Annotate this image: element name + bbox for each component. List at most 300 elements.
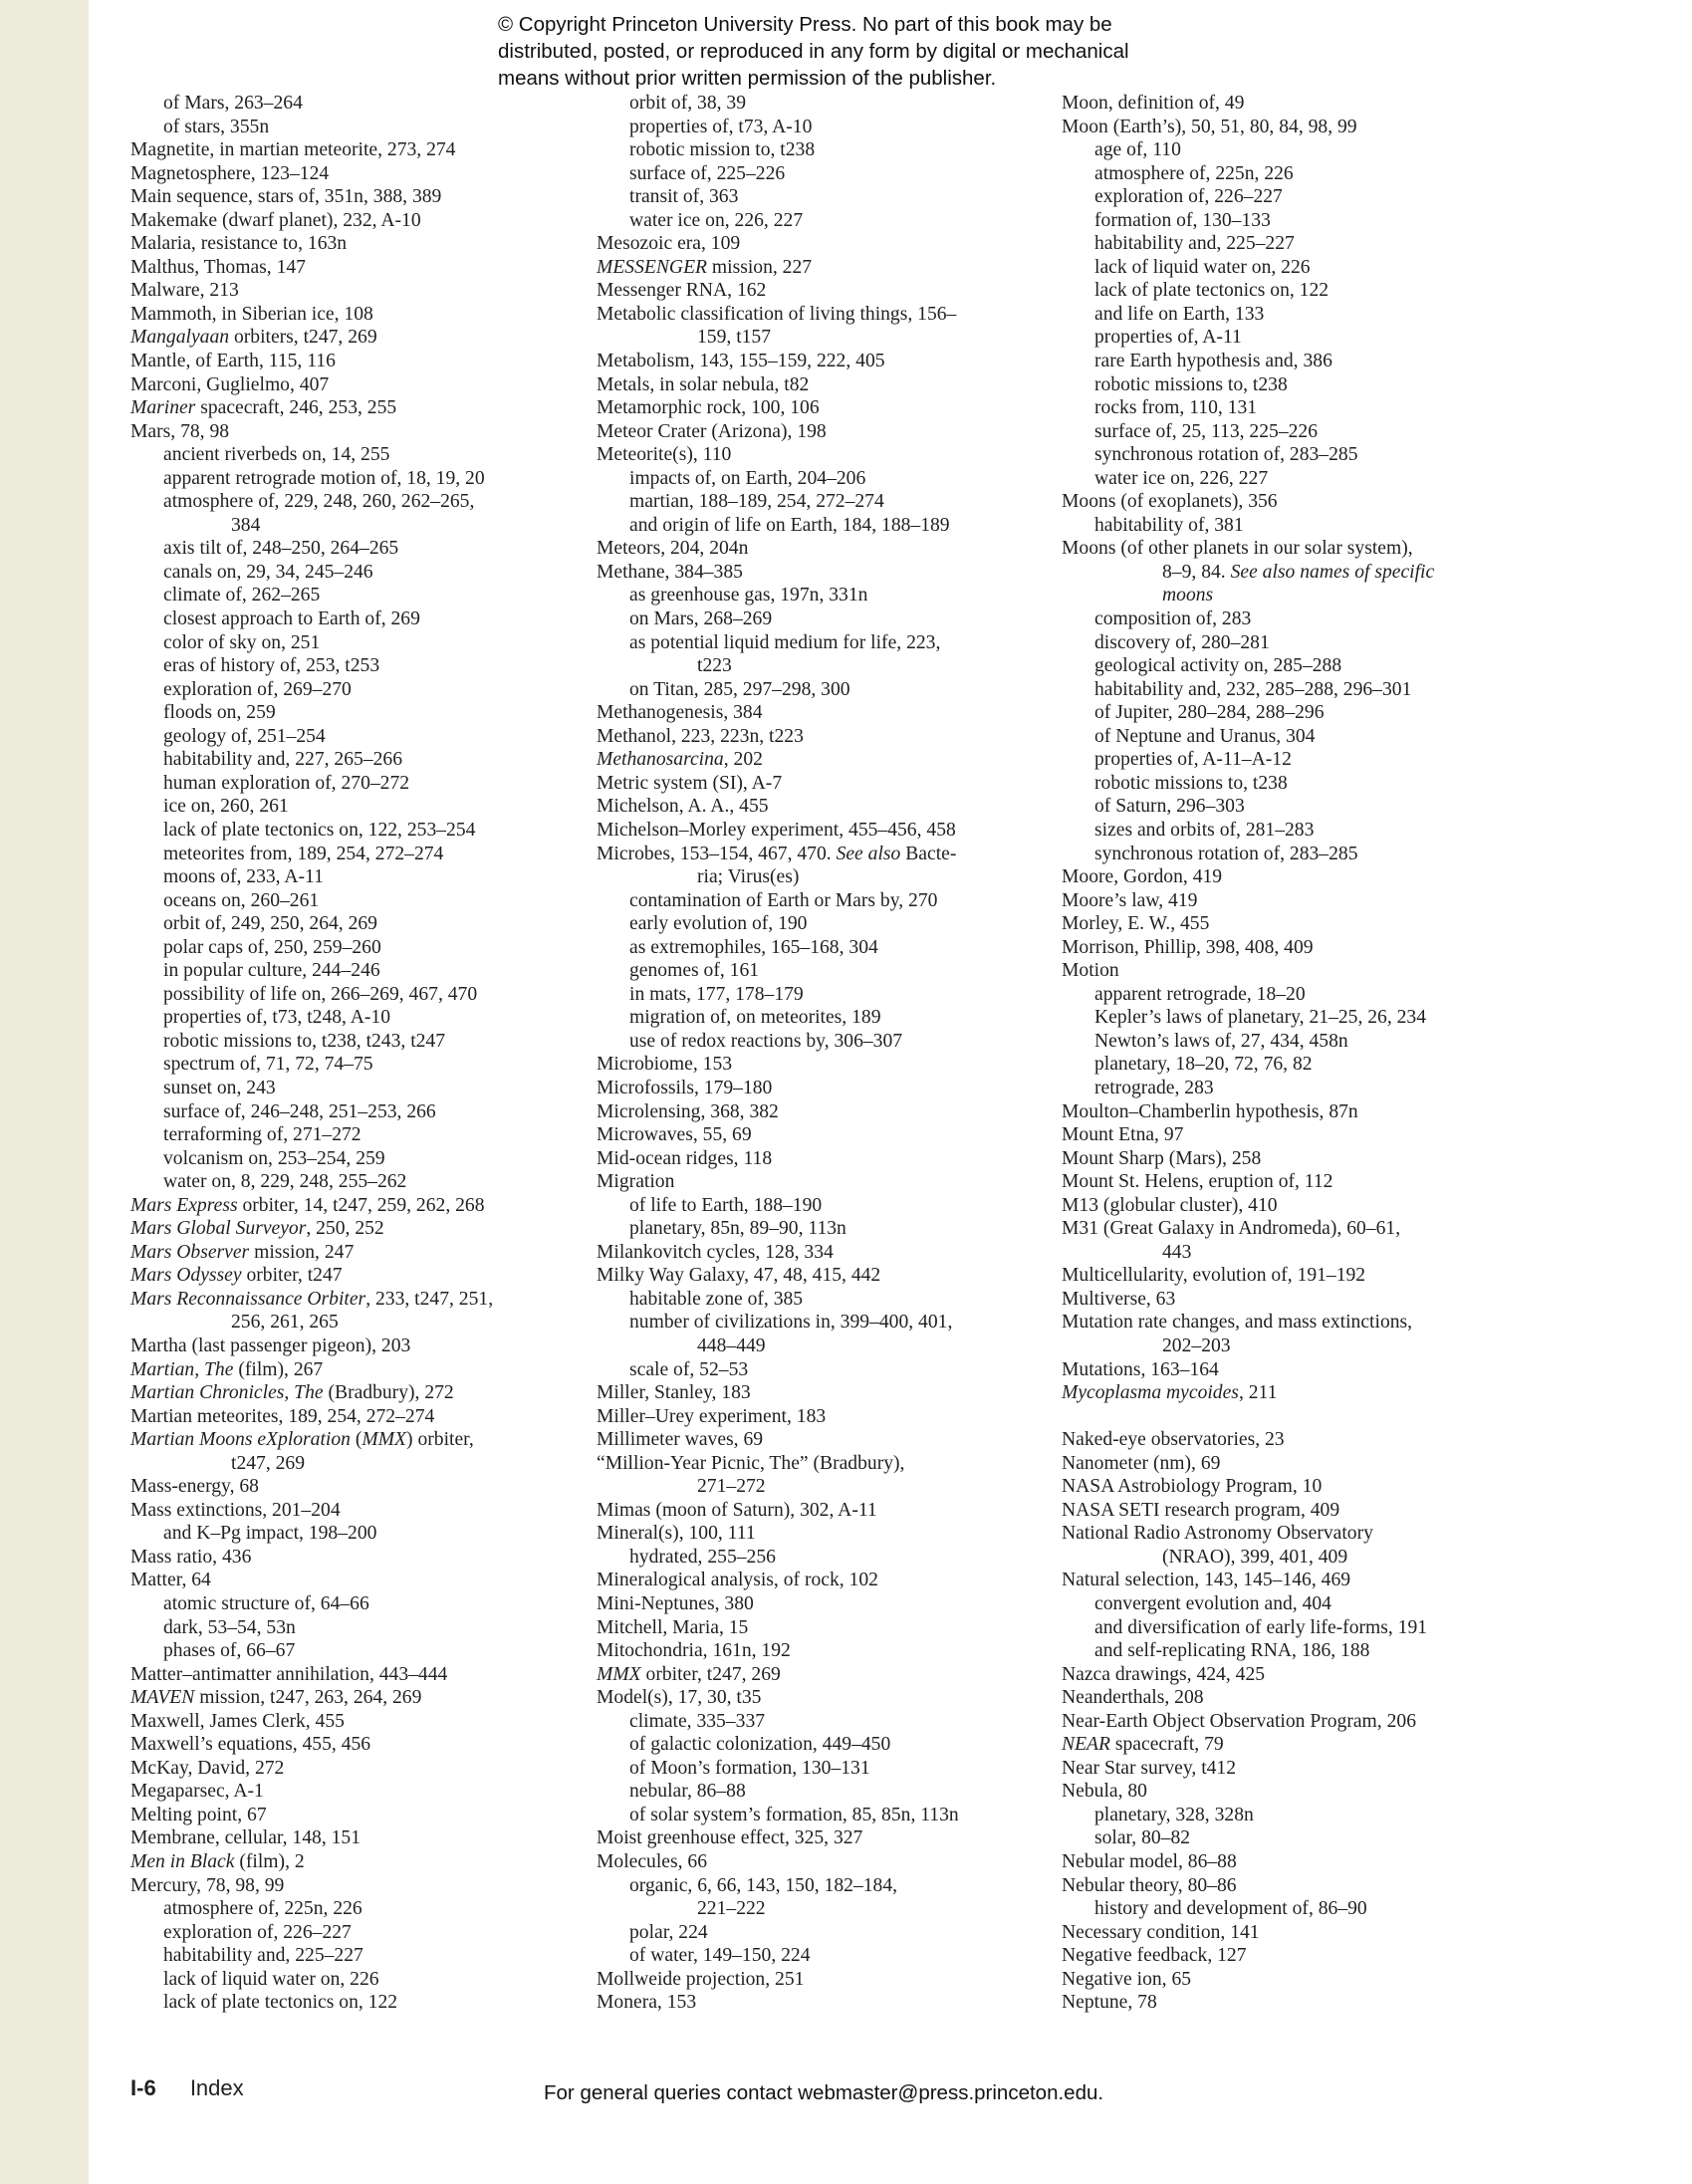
entry-text: moons of, 233, A-11 — [163, 866, 324, 888]
entry-text: Maxwell’s equations, 455, 456 — [130, 1734, 371, 1756]
index-subentry — [1062, 1826, 1530, 1850]
index-entry — [597, 1147, 1065, 1171]
entry-text: convergent evolution and, 404 — [1094, 1593, 1331, 1614]
entry-text: orbiters, t247, 269 — [229, 327, 377, 349]
index-entry — [597, 843, 1065, 866]
index-subentry — [130, 819, 599, 843]
index-subentry — [597, 1030, 1065, 1054]
index-entry — [1062, 537, 1530, 561]
entry-text: floods on, 259 — [163, 702, 276, 724]
index-entry — [1062, 1452, 1530, 1476]
entry-text: Marconi, Guglielmo, 407 — [130, 373, 330, 395]
index-continuation — [597, 865, 1065, 889]
entry-text: in popular culture, 244–246 — [163, 960, 380, 982]
index-entry — [597, 1123, 1065, 1147]
entry-text: Migration — [597, 1171, 675, 1193]
entry-text: of Moon’s formation, 130–131 — [629, 1757, 870, 1779]
entry-text: Multicellularity, evolution of, 191–192 — [1062, 1265, 1366, 1287]
index-entry — [597, 1100, 1065, 1124]
entry-text: Maxwell, James Clerk, 455 — [130, 1710, 345, 1732]
italic-title: MAVEN — [130, 1687, 195, 1709]
italic-title: Mars Odyssey — [130, 1265, 242, 1287]
italic-title: Mariner — [130, 397, 196, 419]
index-subentry — [130, 116, 599, 139]
index-entry — [130, 1733, 599, 1757]
italic-title: MMX — [597, 1663, 641, 1685]
index-entry — [597, 1241, 1065, 1265]
entry-text: of stars, 355n — [163, 116, 270, 137]
entry-text: water on, 8, 229, 248, 255–262 — [163, 1171, 407, 1193]
entry-text: discovery of, 280–281 — [1094, 631, 1270, 653]
entry-text: mission, t247, 263, 264, 269 — [194, 1687, 422, 1709]
entry-text: , 250, 252 — [306, 1218, 384, 1240]
index-subentry — [597, 514, 1065, 538]
entry-text: Monera, 153 — [597, 1992, 697, 2014]
index-subentry — [597, 1710, 1065, 1734]
index-entry — [1062, 1288, 1530, 1312]
entry-text: and self-replicating RNA, 186, 188 — [1094, 1640, 1370, 1662]
entry-text: t247, 269 — [231, 1452, 306, 1474]
entry-text: McKay, David, 272 — [130, 1757, 285, 1779]
index-entry — [130, 1710, 599, 1734]
entry-text: impacts of, on Earth, 204–206 — [629, 467, 866, 489]
index-subentry — [130, 1921, 599, 1945]
index-subentry — [1062, 467, 1530, 491]
index-entry — [130, 350, 599, 373]
entry-text: Mollweide projection, 251 — [597, 1968, 805, 1990]
index-column-1 — [130, 92, 599, 2015]
entry-text: properties of, A-11–A-12 — [1094, 749, 1292, 771]
index-subentry — [1062, 185, 1530, 209]
index-entry — [597, 1452, 1065, 1476]
entry-text: lack of plate tectonics on, 122 — [1094, 280, 1329, 302]
entry-text: Near Star survey, t412 — [1062, 1757, 1237, 1779]
italic-title: Martian Chronicles, The — [130, 1382, 324, 1404]
entry-text: synchronous rotation of, 283–285 — [1094, 843, 1358, 864]
entry-text: Bacte- — [900, 843, 957, 864]
entry-text: Moons (of other planets in our solar system), — [1062, 538, 1413, 560]
index-subentry — [597, 1804, 1065, 1827]
entry-text: of Saturn, 296–303 — [1094, 796, 1245, 818]
index-continuation — [1062, 1335, 1530, 1358]
index-entry — [130, 1217, 599, 1241]
entry-text: robotic missions to, t238, t243, t247 — [163, 1030, 446, 1052]
entry-text: Miller–Urey experiment, 183 — [597, 1405, 827, 1427]
page-folio — [130, 2075, 244, 2101]
entry-text: orbit of, 38, 39 — [629, 93, 747, 114]
index-entry — [597, 1053, 1065, 1077]
index-subentry — [130, 1006, 599, 1030]
entry-text: M31 (Great Galaxy in Andromeda), 60–61, — [1062, 1218, 1401, 1240]
index-entry — [130, 1405, 599, 1429]
index-subentry — [130, 92, 599, 116]
entry-text: surface of, 225–226 — [629, 162, 786, 184]
index-subentry — [1062, 420, 1530, 444]
entry-text: Neanderthals, 208 — [1062, 1687, 1204, 1709]
entry-text: on Mars, 268–269 — [629, 608, 773, 630]
italic-title: Mars Reconnaissance Orbiter — [130, 1288, 366, 1310]
index-entry — [130, 209, 599, 233]
index-subentry — [130, 537, 599, 561]
entry-text: Metabolic classification of living things, 156– — [597, 303, 957, 325]
entry-text: atmosphere of, 229, 248, 260, 262–265, — [163, 491, 475, 513]
index-subentry — [597, 116, 1065, 139]
entry-text: Metric system (SI), A-7 — [597, 772, 783, 794]
entry-text: Matter, 64 — [130, 1570, 211, 1591]
entry-text: , 202 — [723, 749, 763, 771]
entry-text: 8–9, 84. — [1162, 561, 1231, 583]
index-subentry — [130, 443, 599, 467]
index-subentry — [597, 490, 1065, 514]
entry-text: exploration of, 269–270 — [163, 678, 352, 700]
index-column-2 — [597, 92, 1065, 2015]
index-entry — [1062, 490, 1530, 514]
entry-text: atmosphere of, 225n, 226 — [1094, 162, 1294, 184]
index-subentry — [1062, 795, 1530, 819]
index-entry — [597, 701, 1065, 725]
entry-text: Necessary condition, 141 — [1062, 1921, 1260, 1943]
entry-text: Morley, E. W., 455 — [1062, 913, 1210, 935]
index-continuation — [597, 1335, 1065, 1358]
entry-text: on Titan, 285, 297–298, 300 — [629, 678, 850, 700]
index-subentry — [1062, 1030, 1530, 1054]
index-subentry — [1062, 1053, 1530, 1077]
entry-text: Microwaves, 55, 69 — [597, 1124, 752, 1146]
entry-text: Mesozoic era, 109 — [597, 233, 741, 255]
index-subentry — [1062, 396, 1530, 420]
entry-text: NASA SETI research program, 409 — [1062, 1499, 1340, 1521]
page-number: I-6 — [130, 2075, 156, 2100]
entry-text: contamination of Earth or Mars by, 270 — [629, 889, 938, 911]
entry-text: lack of liquid water on, 226 — [1094, 256, 1311, 278]
index-subentry — [130, 1991, 599, 2015]
entry-text: ice on, 260, 261 — [163, 796, 289, 818]
copyright-notice — [498, 11, 1255, 92]
entry-text: robotic mission to, t238 — [629, 139, 816, 161]
entry-text: genomes of, 161 — [629, 960, 760, 982]
index-continuation — [1062, 1546, 1530, 1570]
entry-text: Meteor Crater (Arizona), 198 — [597, 420, 827, 442]
italic-title: Men in Black — [130, 1851, 235, 1873]
index-subentry — [1062, 209, 1530, 233]
entry-text: atomic structure of, 64–66 — [163, 1593, 369, 1614]
index-entry — [1062, 1217, 1530, 1241]
index-subentry — [130, 748, 599, 772]
index-subentry — [1062, 748, 1530, 772]
copyright-line: means without prior written permission of the publisher. — [498, 67, 997, 90]
entry-text: atmosphere of, 225n, 226 — [163, 1898, 363, 1920]
index-entry — [1062, 92, 1530, 116]
index-entry — [1062, 1147, 1530, 1171]
entry-text: climate, 335–337 — [629, 1710, 766, 1732]
entry-text: Moulton–Chamberlin hypothesis, 87n — [1062, 1100, 1358, 1122]
entry-text: formation of, 130–133 — [1094, 209, 1271, 231]
index-entry — [130, 1335, 599, 1358]
index-subentry — [597, 1006, 1065, 1030]
entry-text: migration of, on meteorites, 189 — [629, 1007, 881, 1029]
entry-text: Meteors, 204, 204n — [597, 538, 749, 560]
index-subentry — [597, 1757, 1065, 1781]
index-entry — [1062, 1874, 1530, 1898]
index-subentry — [1062, 843, 1530, 866]
entry-text: of Mars, 263–264 — [163, 93, 303, 114]
italic-title: MMX — [362, 1429, 407, 1451]
entry-text: habitability and, 225–227 — [163, 1945, 363, 1967]
index-subentry — [130, 1944, 599, 1968]
index-entry — [130, 1358, 599, 1382]
entry-text: properties of, A-11 — [1094, 327, 1242, 349]
index-entry — [130, 1264, 599, 1288]
index-subentry — [130, 795, 599, 819]
index-continuation — [1062, 561, 1530, 585]
section-label: Index — [189, 2075, 244, 2100]
index-entry — [1062, 1663, 1530, 1687]
entry-text: t223 — [697, 655, 732, 677]
entry-text: Nazca drawings, 424, 425 — [1062, 1663, 1266, 1685]
entry-text: Mass extinctions, 201–204 — [130, 1499, 341, 1521]
index-entry — [130, 326, 599, 350]
entry-text: volcanism on, 253–254, 259 — [163, 1147, 385, 1169]
index-entry — [597, 396, 1065, 420]
index-subentry — [597, 584, 1065, 607]
entry-text: orbiter, 14, t247, 259, 262, 268 — [237, 1194, 485, 1216]
index-subentry — [597, 1944, 1065, 1968]
entry-text: water ice on, 226, 227 — [629, 209, 804, 231]
index-subentry — [130, 936, 599, 960]
entry-text: lack of liquid water on, 226 — [163, 1968, 379, 1990]
index-entry — [597, 373, 1065, 397]
entry-text: of solar system’s formation, 85, 85n, 113n — [629, 1804, 959, 1825]
index-subentry — [1062, 1006, 1530, 1030]
entry-text: lack of plate tectonics on, 122, 253–254 — [163, 819, 476, 841]
entry-text: eras of history of, 253, t253 — [163, 655, 380, 677]
entry-text: Mount St. Helens, eruption of, 112 — [1062, 1171, 1333, 1193]
entry-text: history and development of, 86–90 — [1094, 1898, 1367, 1920]
entry-text: Mimas (moon of Saturn), 302, A-11 — [597, 1499, 877, 1521]
index-entry — [130, 279, 599, 303]
entry-text: orbit of, 249, 250, 264, 269 — [163, 913, 377, 935]
entry-text: closest approach to Earth of, 269 — [163, 608, 420, 630]
index-entry — [597, 1850, 1065, 1874]
index-entry — [130, 1241, 599, 1265]
entry-text: Mitchell, Maria, 15 — [597, 1616, 749, 1638]
index-subentry — [597, 959, 1065, 983]
entry-text: scale of, 52–53 — [629, 1358, 749, 1380]
entry-text: ) orbiter, — [406, 1429, 474, 1451]
index-subentry — [130, 1147, 599, 1171]
entry-text: Moon (Earth’s), 50, 51, 80, 84, 98, 99 — [1062, 116, 1357, 137]
index-subentry — [130, 865, 599, 889]
index-subentry — [597, 467, 1065, 491]
index-subentry — [597, 1288, 1065, 1312]
italic-title: Martian, The — [130, 1358, 234, 1380]
index-subentry — [597, 1733, 1065, 1757]
index-entry — [130, 1428, 599, 1452]
index-entry — [597, 420, 1065, 444]
index-subentry — [130, 1123, 599, 1147]
entry-text: Microbiome, 153 — [597, 1054, 733, 1076]
entry-text: habitability of, 381 — [1094, 514, 1244, 536]
index-subentry — [1062, 983, 1530, 1007]
index-entry — [130, 1686, 599, 1710]
entry-text: NASA Astrobiology Program, 10 — [1062, 1476, 1323, 1498]
entry-text: mission, 227 — [707, 256, 813, 278]
index-entry — [597, 1826, 1065, 1850]
index-entry — [1062, 1850, 1530, 1874]
entry-text: Mount Sharp (Mars), 258 — [1062, 1147, 1262, 1169]
index-entry — [1062, 1311, 1530, 1335]
entry-text: exploration of, 226–227 — [163, 1921, 352, 1943]
index-subentry — [1062, 232, 1530, 256]
index-subentry — [1062, 256, 1530, 280]
entry-text: Magnetosphere, 123–124 — [130, 162, 330, 184]
entry-text: habitability and, 232, 285–288, 296–301 — [1094, 678, 1412, 700]
index-entry — [1062, 1123, 1530, 1147]
index-subentry — [1062, 701, 1530, 725]
entry-text: age of, 110 — [1094, 139, 1181, 161]
index-subentry — [597, 912, 1065, 936]
index-entry — [597, 1405, 1065, 1429]
index-entry — [1062, 1358, 1530, 1382]
entry-text: Molecules, 66 — [597, 1851, 708, 1873]
index-subentry — [1062, 631, 1530, 655]
entry-text: axis tilt of, 248–250, 264–265 — [163, 538, 399, 560]
entry-text: Mineralogical analysis, of rock, 102 — [597, 1570, 878, 1591]
index-subentry — [1062, 1804, 1530, 1827]
index-entry — [130, 1780, 599, 1804]
entry-text: rare Earth hypothesis and, 386 — [1094, 351, 1332, 372]
index-entry — [597, 1428, 1065, 1452]
index-entry — [1062, 1944, 1530, 1968]
index-subentry — [1062, 443, 1530, 467]
entry-text: Michelson–Morley experiment, 455–456, 458 — [597, 819, 956, 841]
entry-text: Martha (last passenger pigeon), 203 — [130, 1335, 411, 1356]
italic-title: moons — [1162, 585, 1214, 607]
entry-text: rocks from, 110, 131 — [1094, 397, 1258, 419]
entry-text: Newton’s laws of, 27, 434, 458n — [1094, 1030, 1348, 1052]
entry-text: and origin of life on Earth, 184, 188–189 — [629, 514, 950, 536]
index-entry — [130, 162, 599, 186]
entry-text: properties of, t73, A-10 — [629, 116, 813, 137]
entry-text: Mitochondria, 161n, 192 — [597, 1640, 791, 1662]
italic-title: MESSENGER — [597, 256, 708, 278]
entry-text: Mars, 78, 98 — [130, 420, 230, 442]
entry-text: planetary, 85n, 89–90, 113n — [629, 1218, 846, 1240]
entry-text: of life to Earth, 188–190 — [629, 1194, 823, 1216]
entry-text: Microfossils, 179–180 — [597, 1077, 773, 1098]
index-entry — [597, 443, 1065, 467]
index-entry — [130, 303, 599, 327]
entry-text: surface of, 246–248, 251–253, 266 — [163, 1100, 436, 1122]
italic-title: Martian Moons eXploration — [130, 1429, 351, 1451]
entry-text: Mass ratio, 436 — [130, 1546, 252, 1568]
letter-section-gap — [1062, 1405, 1530, 1429]
index-continuation — [130, 514, 599, 538]
index-subentry — [1062, 819, 1530, 843]
index-entry — [597, 748, 1065, 772]
entry-text: climate of, 262–265 — [163, 585, 321, 607]
entry-text: early evolution of, 190 — [629, 913, 808, 935]
index-subentry — [597, 1921, 1065, 1945]
index-entry — [130, 1804, 599, 1827]
index-entry — [1062, 1522, 1530, 1546]
italic-title: Mars Observer — [130, 1241, 250, 1263]
index-subentry — [597, 92, 1065, 116]
entry-text: water ice on, 226, 227 — [1094, 467, 1269, 489]
italic-title: NEAR — [1062, 1734, 1110, 1756]
index-subentry — [1062, 678, 1530, 702]
index-subentry — [130, 1170, 599, 1194]
entry-text: planetary, 328, 328n — [1094, 1804, 1254, 1825]
index-entry — [597, 561, 1065, 585]
entry-text: hydrated, 255–256 — [629, 1546, 776, 1568]
index-entry — [1062, 912, 1530, 936]
index-continuation — [597, 1475, 1065, 1499]
entry-text: 221–222 — [697, 1898, 766, 1920]
entry-text: Malthus, Thomas, 147 — [130, 256, 306, 278]
index-subentry — [597, 138, 1065, 162]
index-subentry — [130, 1053, 599, 1077]
index-subentry — [597, 678, 1065, 702]
index-entry — [597, 1663, 1065, 1687]
entry-text: lack of plate tectonics on, 122 — [163, 1992, 398, 2014]
entry-text: Microbes, 153–154, 467, 470. — [597, 843, 837, 864]
entry-text: polar, 224 — [629, 1921, 708, 1943]
index-entry — [1062, 1921, 1530, 1945]
index-subentry — [1062, 162, 1530, 186]
index-entry — [597, 303, 1065, 327]
entry-text: spacecraft, 79 — [1109, 1734, 1224, 1756]
index-subentry — [597, 983, 1065, 1007]
index-subentry — [1062, 607, 1530, 631]
entry-text: ria; Virus(es) — [697, 866, 800, 888]
index-continuation — [1062, 584, 1530, 607]
entry-text: robotic missions to, t238 — [1094, 772, 1288, 794]
entry-text: Nanometer (nm), 69 — [1062, 1452, 1221, 1474]
entry-text: habitable zone of, 385 — [629, 1288, 804, 1310]
index-subentry — [130, 1897, 599, 1921]
index-subentry — [130, 490, 599, 514]
copyright-line: © Copyright Princeton University Press. No part of this book may be — [498, 13, 1112, 36]
index-entry — [130, 1850, 599, 1874]
index-subentry — [597, 1358, 1065, 1382]
index-entry — [1062, 1569, 1530, 1592]
index-entry — [130, 1499, 599, 1523]
index-entry — [130, 1194, 599, 1218]
entry-text: Moons (of exoplanets), 356 — [1062, 491, 1278, 513]
entry-text: Martian meteorites, 189, 254, 272–274 — [130, 1405, 435, 1427]
entry-text: number of civilizations in, 399–400, 401, — [629, 1312, 953, 1334]
index-subentry — [597, 1311, 1065, 1335]
index-subentry — [130, 1100, 599, 1124]
entry-text: Michelson, A. A., 455 — [597, 796, 769, 818]
entry-text: orbiter, t247, 269 — [640, 1663, 781, 1685]
index-entry — [597, 819, 1065, 843]
index-subentry — [130, 631, 599, 655]
index-subentry — [130, 654, 599, 678]
index-subentry — [130, 1077, 599, 1100]
index-entry — [1062, 1710, 1530, 1734]
entry-text: Malaria, resistance to, 163n — [130, 233, 348, 255]
index-entry — [130, 1826, 599, 1850]
italic-title: See also — [836, 843, 901, 864]
index-subentry — [1062, 772, 1530, 796]
index-subentry — [597, 1874, 1065, 1898]
index-subentry — [130, 701, 599, 725]
entry-text: National Radio Astronomy Observatory — [1062, 1523, 1373, 1545]
entry-text: Neptune, 78 — [1062, 1992, 1157, 2014]
index-subentry — [130, 772, 599, 796]
